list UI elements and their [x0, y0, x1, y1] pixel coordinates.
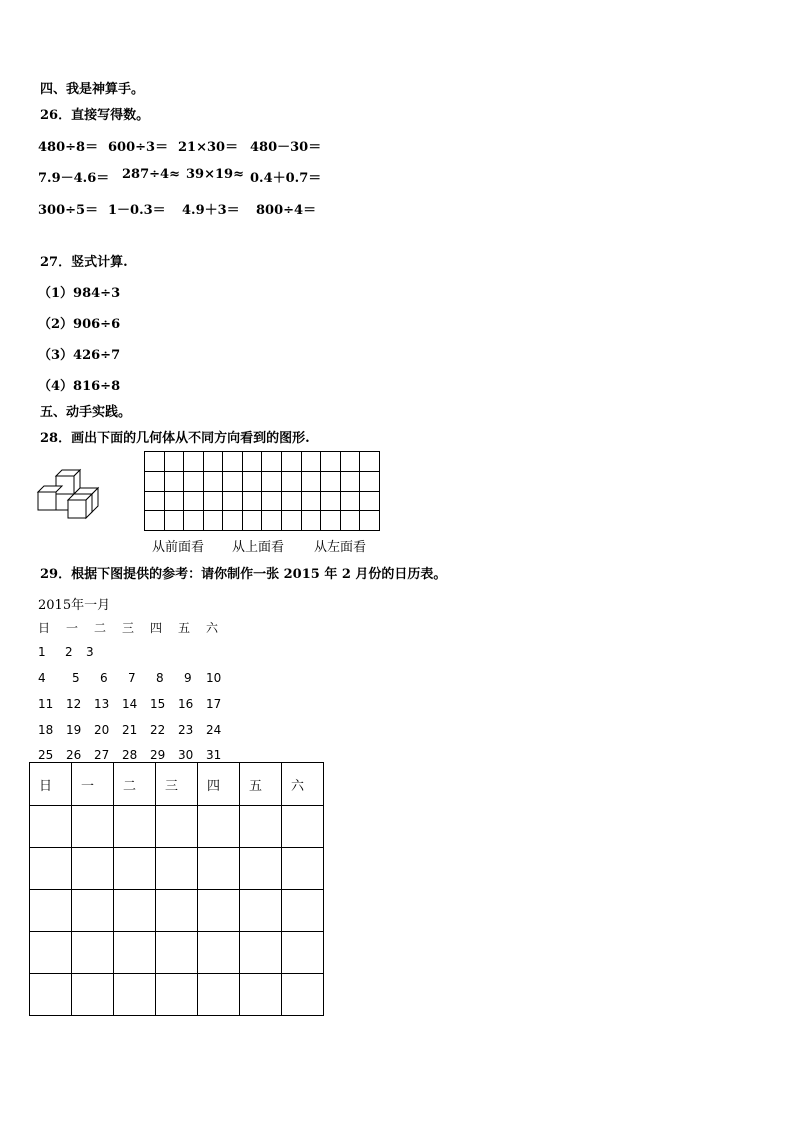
calendar-day: 28	[122, 748, 138, 762]
calendar-blank-cell[interactable]	[282, 932, 324, 974]
calendar-day: 1	[38, 645, 46, 659]
calendar-blank-cell[interactable]	[72, 806, 114, 848]
weekday-label: 六	[206, 621, 219, 635]
calendar-day: 10	[206, 671, 222, 685]
table-row	[30, 806, 324, 848]
cube-solid-figure	[36, 466, 108, 522]
calendar-blank-cell[interactable]	[240, 890, 282, 932]
weekday-label: 五	[178, 621, 191, 635]
calendar-day: 18	[38, 723, 54, 737]
calendar-blank-cell[interactable]	[282, 848, 324, 890]
calendar-blank-cell[interactable]	[114, 806, 156, 848]
february-calendar-table[interactable]	[29, 762, 324, 1016]
q26-item: 300÷5＝	[38, 203, 99, 218]
calendar-week-row	[0, 697, 300, 713]
weekday-label: 四	[150, 621, 163, 635]
calendar-day: 31	[206, 748, 222, 762]
table-header-cell: 五	[240, 763, 282, 806]
calendar-blank-cell[interactable]	[198, 890, 240, 932]
calendar-blank-cell[interactable]	[114, 848, 156, 890]
calendar-day: 27	[94, 748, 110, 762]
calendar-blank-cell[interactable]	[114, 932, 156, 974]
calendar-blank-cell[interactable]	[30, 848, 72, 890]
calendar-blank-cell[interactable]	[156, 806, 198, 848]
calendar-day: 12	[66, 697, 82, 711]
calendar-day: 29	[150, 748, 166, 762]
calendar-week-row	[0, 723, 300, 739]
calendar-blank-cell[interactable]	[240, 806, 282, 848]
calendar-day: 11	[38, 697, 54, 711]
calendar-day: 13	[94, 697, 110, 711]
calendar-blank-cell[interactable]	[156, 932, 198, 974]
calendar-caption: 2015年一月	[38, 598, 111, 613]
calendar-day: 6	[100, 671, 108, 685]
calendar-blank-cell[interactable]	[30, 806, 72, 848]
calendar-blank-cell[interactable]	[282, 806, 324, 848]
calendar-blank-cell[interactable]	[240, 932, 282, 974]
view-label-left: 从左面看	[314, 540, 367, 555]
q26-item: 480－30＝	[250, 140, 322, 155]
calendar-blank-cell[interactable]	[198, 932, 240, 974]
q27-item: （3）426÷7	[38, 348, 121, 363]
calendar-week-row	[0, 645, 300, 661]
calendar-blank-cell[interactable]	[30, 890, 72, 932]
calendar-day: 2	[65, 645, 73, 659]
weekday-label: 二	[94, 621, 107, 635]
calendar-day: 20	[94, 723, 110, 737]
table-row	[30, 932, 324, 974]
calendar-day: 4	[38, 671, 46, 685]
calendar-blank-cell[interactable]	[282, 890, 324, 932]
calendar-day: 16	[178, 697, 194, 711]
calendar-blank-cell[interactable]	[114, 890, 156, 932]
q26-item: 480÷8＝	[38, 140, 99, 155]
calendar-day: 25	[38, 748, 54, 762]
calendar-day: 14	[122, 697, 138, 711]
q26-item: 600÷3＝	[108, 140, 169, 155]
section-heading-5: 五、动手实践。	[40, 405, 132, 420]
calendar-day: 3	[86, 645, 94, 659]
q27-item: （1）984÷3	[38, 286, 121, 301]
calendar-day: 30	[178, 748, 194, 762]
table-header-cell: 六	[282, 763, 324, 806]
drawing-grid[interactable]	[144, 451, 380, 531]
section-heading-4: 四、我是神算手。	[40, 82, 145, 97]
calendar-day: 17	[206, 697, 222, 711]
calendar-blank-cell[interactable]	[156, 890, 198, 932]
calendar-blank-cell[interactable]	[72, 848, 114, 890]
table-row	[30, 974, 324, 1016]
q26-item: 287÷4≈	[122, 167, 180, 182]
calendar-blank-cell[interactable]	[156, 848, 198, 890]
calendar-week-row	[0, 671, 300, 687]
q26-item: 4.9＋3＝	[182, 203, 240, 218]
table-row	[30, 848, 324, 890]
table-header-cell: 日	[30, 763, 72, 806]
calendar-blank-cell[interactable]	[240, 974, 282, 1016]
q29-title: 29．根据下图提供的参考：请你制作一张 2015 年 2 月份的日历表。	[40, 567, 447, 582]
view-label-front: 从前面看	[152, 540, 205, 555]
q26-item: 0.4＋0.7＝	[250, 171, 322, 186]
q27-item: （2）906÷6	[38, 317, 121, 332]
calendar-blank-cell[interactable]	[282, 974, 324, 1016]
table-header-cell: 三	[156, 763, 198, 806]
calendar-day: 26	[66, 748, 82, 762]
calendar-day: 24	[206, 723, 222, 737]
q26-item: 7.9－4.6＝	[38, 171, 110, 186]
calendar-day: 22	[150, 723, 166, 737]
q27-item: （4）816÷8	[38, 379, 121, 394]
q26-item: 39×19≈	[186, 167, 244, 182]
weekday-label: 日	[38, 621, 51, 635]
q26-item: 21×30＝	[178, 140, 239, 155]
calendar-blank-cell[interactable]	[198, 848, 240, 890]
weekday-label: 三	[122, 621, 135, 635]
calendar-blank-cell[interactable]	[156, 974, 198, 1016]
calendar-day: 7	[128, 671, 136, 685]
calendar-day: 8	[156, 671, 164, 685]
table-header-cell: 一	[72, 763, 114, 806]
calendar-blank-cell[interactable]	[114, 974, 156, 1016]
q26-item: 800÷4＝	[256, 203, 317, 218]
calendar-blank-cell[interactable]	[30, 974, 72, 1016]
calendar-blank-cell[interactable]	[72, 932, 114, 974]
calendar-day: 21	[122, 723, 138, 737]
q26-title: 26．直接写得数。	[40, 108, 150, 123]
calendar-weekday-row	[0, 619, 300, 635]
q26-item: 1－0.3＝	[108, 203, 166, 218]
calendar-blank-cell[interactable]	[72, 890, 114, 932]
table-header-cell: 二	[114, 763, 156, 806]
q27-title: 27．竖式计算.	[40, 255, 128, 270]
calendar-day: 5	[72, 671, 80, 685]
calendar-blank-cell[interactable]	[198, 974, 240, 1016]
calendar-blank-cell[interactable]	[30, 932, 72, 974]
table-row	[30, 890, 324, 932]
calendar-blank-cell[interactable]	[240, 848, 282, 890]
calendar-day: 15	[150, 697, 166, 711]
q28-title: 28．画出下面的几何体从不同方向看到的图形.	[40, 431, 310, 446]
table-header-cell: 四	[198, 763, 240, 806]
calendar-day: 23	[178, 723, 194, 737]
calendar-blank-cell[interactable]	[72, 974, 114, 1016]
calendar-day: 19	[66, 723, 82, 737]
calendar-blank-cell[interactable]	[198, 806, 240, 848]
calendar-day: 9	[184, 671, 192, 685]
view-label-top: 从上面看	[232, 540, 285, 555]
weekday-label: 一	[66, 621, 79, 635]
